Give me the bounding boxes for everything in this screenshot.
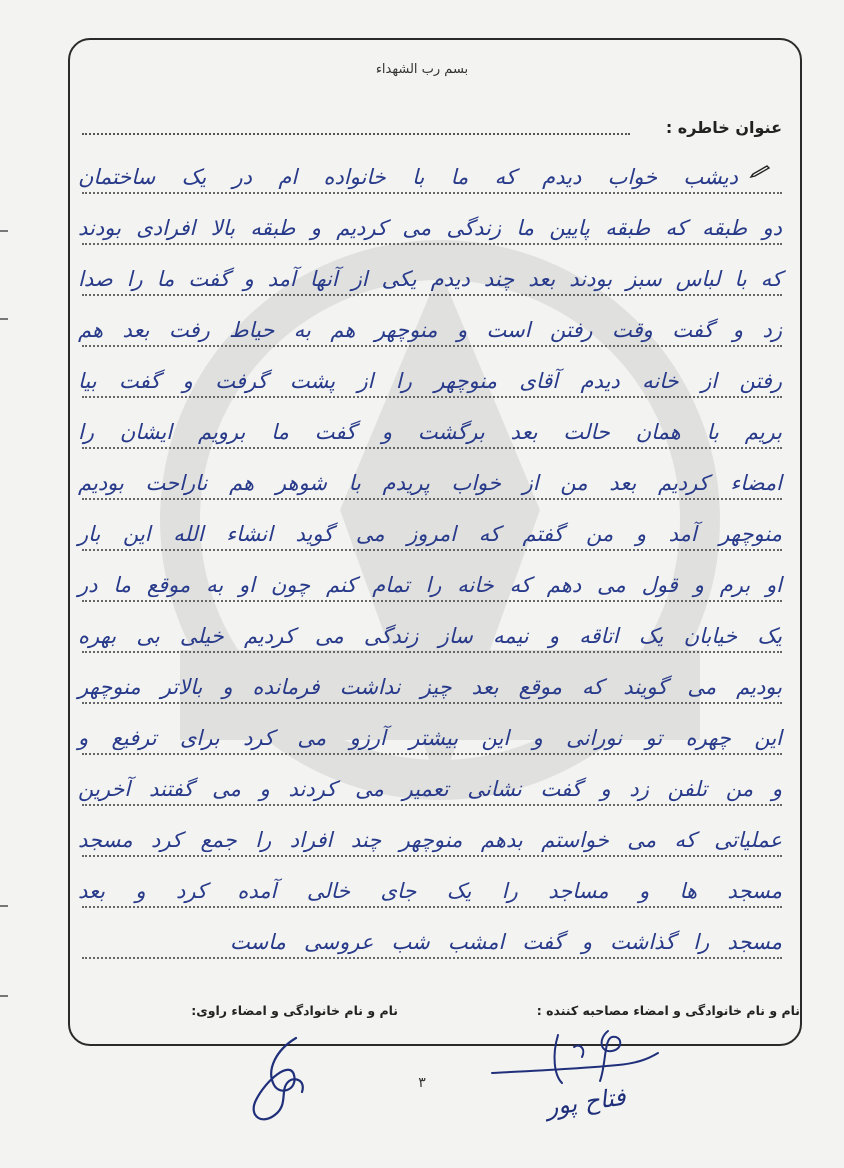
title-dotted-line <box>82 133 630 135</box>
pen-icon <box>749 165 771 179</box>
ruled-line <box>82 396 782 398</box>
ruled-line <box>82 804 782 806</box>
ruled-line <box>82 651 782 653</box>
binder-mark <box>0 318 8 320</box>
handwritten-line: مسجد ها و مساجد را یک جای خالی آمده کرد و بعد <box>78 879 782 903</box>
ruled-line <box>82 600 782 602</box>
handwritten-line: بریم با همان حالت بعد برگشت و گفت ما برویم ایشان را <box>78 420 782 444</box>
ruled-line <box>82 243 782 245</box>
handwritten-line: مسجد را گذاشت و گفت امشب شب عروسی ماست <box>230 930 782 954</box>
interviewer-label: نام و نام خانوادگی و امضاء مصاحبه کننده : <box>536 1003 800 1018</box>
binder-mark <box>0 230 8 232</box>
ruled-line <box>82 906 782 908</box>
handwritten-line: بودیم می گویند که موقع بعد چیز نداشت فرمانده و بالاتر منوچهر <box>78 675 782 699</box>
ruled-line <box>82 447 782 449</box>
handwritten-line: منوچهر آمد و من گفتم که امروز می گوید انشاء الله این بار <box>78 522 782 546</box>
handwritten-line: رفتن از خانه دیدم آقای منوچهر را از پشت گرفت و گفت بیا <box>78 369 782 393</box>
binder-mark <box>0 995 8 997</box>
handwritten-line: و من تلفن زد و گفت نشانی تعمیر می کردند و می گفتند آخرین <box>78 777 782 801</box>
ruled-line <box>82 192 782 194</box>
basmala-header: بسم رب الشهداء <box>375 62 469 77</box>
ruled-line <box>82 957 782 959</box>
narrator-label: نام و نام خانوادگی و امضاء راوی: <box>191 1003 398 1018</box>
ruled-line <box>82 702 782 704</box>
binder-mark <box>0 905 8 907</box>
handwritten-line: امضاء کردیم بعد من از خواب پریدم با شوهر هم ناراحت بودیم <box>78 471 783 495</box>
ruled-line <box>82 753 782 755</box>
page-number: ۳ <box>418 1075 426 1091</box>
handwritten-line: عملیاتی که می خواستم بدهم منوچهر چند افراد را جمع کرد مسجد <box>78 828 782 852</box>
narrator-signature <box>236 1030 326 1130</box>
handwritten-line: زد و گفت وقت رفتن است و منوچهر هم به حیاط رفت بعد هم <box>78 318 782 342</box>
handwritten-line: این چهره تو نورانی و این بیشتر آرزو می کرد برای ترفیع و <box>78 726 782 750</box>
handwritten-line: که با لباس سبز بودند بعد چند دیدم یکی از آنها آمد و گفت ما را صدا <box>78 267 782 291</box>
ruled-line <box>82 498 782 500</box>
ruled-line <box>82 294 782 296</box>
interviewer-signature-name: فتاح پور <box>544 1082 628 1122</box>
ruled-line <box>82 549 782 551</box>
handwritten-line: دیشب خواب دیدم که ما با خانواده ام در یک ساختمان <box>78 165 738 189</box>
memory-title-label: عنوان خاطره : <box>665 118 782 137</box>
handwritten-line: دو طبقه که طبقه پایین ما زندگی می کردیم و طبقه بالا افرادی بودند <box>78 216 782 240</box>
ruled-line <box>82 345 782 347</box>
ruled-line <box>82 855 782 857</box>
interviewer-signature <box>488 1025 668 1095</box>
handwritten-line: یک خیابان یک اتاقه و نیمه ساز زندگی می کردیم خیلی بی بهره <box>78 624 782 648</box>
handwritten-line: او برم و قول می دهم که خانه را تمام کنم چون او به موقع ما در <box>78 573 782 597</box>
